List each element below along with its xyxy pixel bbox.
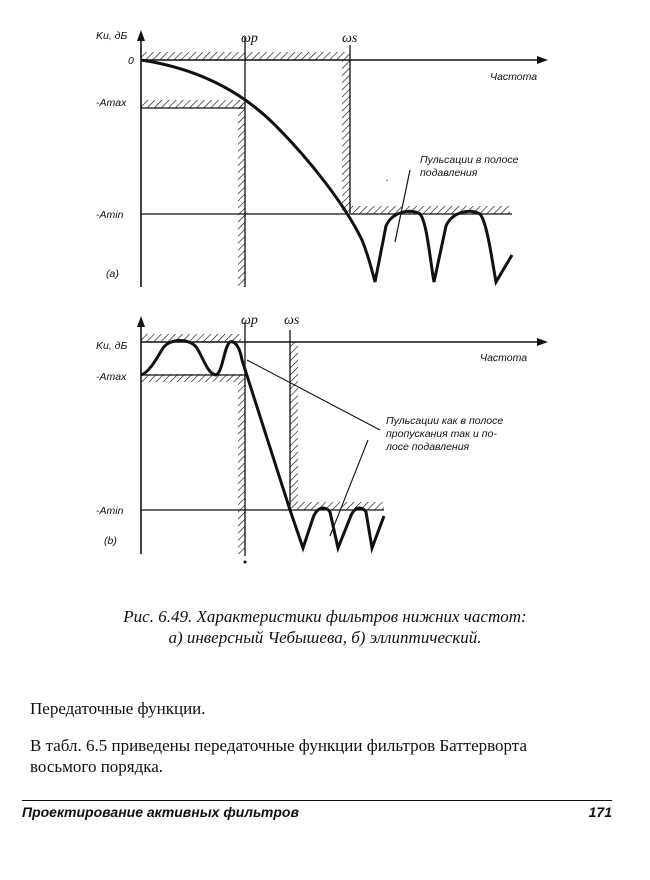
- body-paragraph: [30, 735, 620, 777]
- panel-a-annotation-line1: Пульсации в полосе: [420, 154, 519, 166]
- panel-a-freq-label: Частота: [490, 71, 538, 83]
- panel-a-y-axis-label: Ku, дБ: [96, 30, 128, 42]
- figure-caption-line2: а) инверсный Чебышева, б) эллиптический.: [168, 628, 482, 647]
- panel-b-axis-dot: [244, 561, 247, 564]
- panel-b-response-curve: [141, 341, 384, 549]
- panel-a-zero-label: 0: [128, 55, 134, 67]
- panel-a-annotation-line2: подавления: [420, 167, 478, 179]
- panel-a-amax-label: -Amax: [96, 97, 127, 109]
- panel-b-freq-label: Частота: [480, 352, 528, 364]
- panel-a-annotation-dot: .: [386, 172, 389, 184]
- panel-a-y-axis-arrow: [137, 30, 145, 41]
- panel-b-x-axis-arrow: [537, 338, 548, 346]
- panel-b-amax-label: -Amax: [96, 371, 127, 383]
- panel-b-annotation-line2: пропускания так и по-: [386, 428, 497, 440]
- panel-a-panel-label: (a): [106, 268, 119, 280]
- panel-a-chart: [96, 30, 548, 287]
- panel-b-wp-hatch: [238, 374, 245, 554]
- body-paragraph-line1: В табл. 6.5 приведены передаточные функции фильтров Баттерворта: [30, 736, 527, 755]
- panel-b-passband-hatch: [141, 334, 241, 342]
- panel-a-wp-hatch: [238, 100, 245, 287]
- section-heading: Передаточные функции.: [30, 699, 206, 718]
- panel-b-y-axis-arrow: [137, 316, 145, 327]
- panel-b-annotation-line1: Пульсации как в полосе: [386, 415, 504, 427]
- panel-b-panel-label: (b): [104, 535, 117, 547]
- panel-a-wp-label: ωp: [241, 31, 258, 46]
- panel-a-ws-label: ωs: [342, 31, 358, 46]
- panel-b-chart: [96, 313, 548, 564]
- panel-b-annotation-line3: лосе подавления: [386, 441, 470, 453]
- panel-b-ws-hatch: [290, 342, 298, 510]
- footer-page-number: 171: [588, 804, 612, 820]
- panel-b-annotation-pointer-1: [247, 360, 380, 430]
- figure-caption: [0, 606, 650, 648]
- footer-book-title: Проектирование активных фильтров: [22, 804, 299, 820]
- panel-b-amin-label: -Amin: [96, 505, 124, 517]
- panel-a-amax-hatch: [141, 100, 245, 108]
- footer-rule: [22, 800, 612, 801]
- panel-b-wp-label: ωp: [241, 313, 258, 328]
- panel-a-ws-hatch: [342, 60, 350, 213]
- panel-b-ws-label: ωs: [284, 313, 300, 328]
- panel-a-amin-label: -Amin: [96, 209, 124, 221]
- panel-a-x-axis-arrow: [537, 56, 548, 64]
- panel-b-y-axis-label: Ku, дБ: [96, 340, 128, 352]
- body-paragraph-line2: восьмого порядка.: [30, 757, 164, 776]
- panel-a-stopband-hatch: [350, 206, 510, 214]
- figure-caption-line1: Рис. 6.49. Характеристики фильтров нижних частот:: [123, 607, 527, 626]
